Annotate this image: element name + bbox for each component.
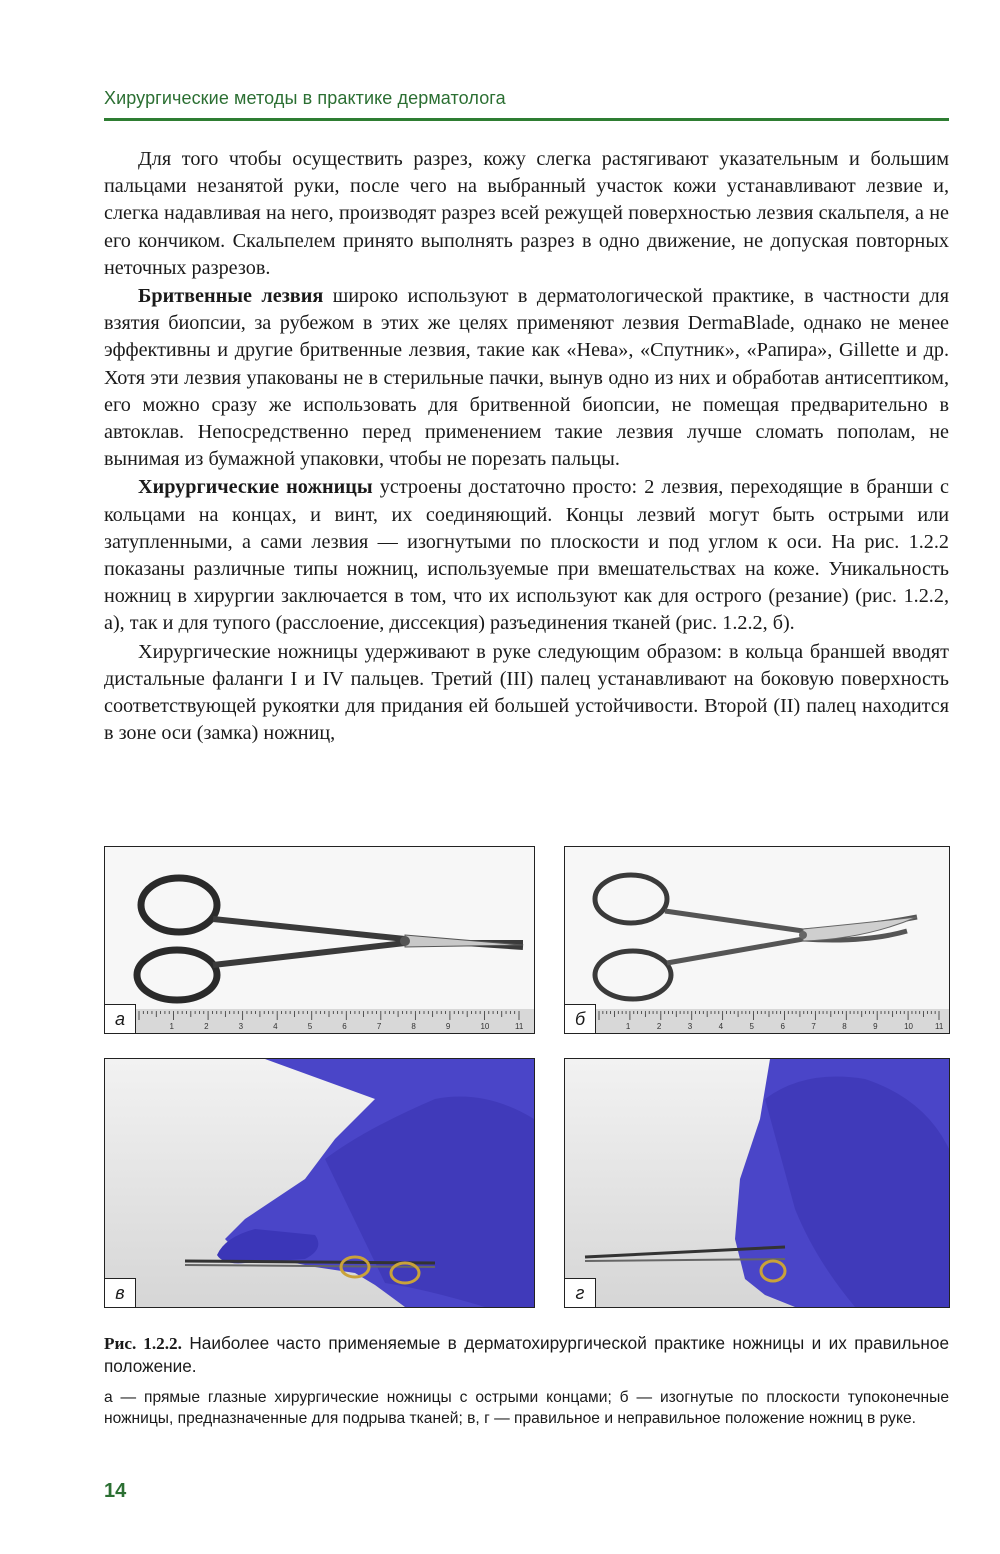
panel-d-incorrect-grip — [564, 1058, 950, 1308]
ruler-number: 6 — [342, 1022, 347, 1031]
ruler-number: 6 — [780, 1022, 785, 1031]
ruler-number: 7 — [811, 1022, 816, 1031]
ruler-number: 1 — [625, 1022, 631, 1031]
paragraph-3-text: устроены достаточно просто: 2 лезвия, переходящие в бранши с кольцами на концах, и винт, их соединяющий. Концы лезвий могут быть острыми или затупленными, а сами лезвия — изогнутыми по плоскости и под углом к оси. На рис. 1.2.2 показаны различные типы ножниц, используемые при вмешательствах на коже. Уникальность ножниц в хирургии заключается в том, что их используют как для острого (резание) (рис. 1.2.2, а), так и для тупого (расслоение, диссекция) разъединения тканей (рис. 1.2.2, б). — [104, 476, 949, 635]
ruler-number: 1 — [169, 1022, 174, 1031]
figure-1-2-2 — [104, 846, 949, 1308]
panel-label-d: г — [565, 1278, 596, 1307]
ruler-number: 8 — [411, 1022, 416, 1031]
figure-caption — [104, 1332, 949, 1429]
panel-c-correct-grip — [104, 1058, 535, 1308]
paragraph-1-text: Для того чтобы осуществить разрез, кожу слегка растягивают указательным и большим пальцами незанятой руки, после чего на выбранный участок кожи устанавливают лезвие и, слегка надавливая на него, производят разрез всей режущей поверхностью лезвия скальпеля, а не его кончиком. Скальпелем принято выполнять разрез в одно движение, не допуская повторных неточных разрезов. — [104, 148, 949, 279]
paragraph-2 — [104, 283, 949, 473]
page-number: 14 — [104, 1480, 127, 1502]
caption-figure-number: Рис. 1.2.2. — [104, 1334, 182, 1353]
ruler-number: 3 — [238, 1022, 244, 1031]
paragraph-4-text: Хирургические ножницы удерживают в руке следующим образом: в кольца браншей вводят дистальные фаланги I и IV пальцев. Третий (III) палец устанавливают на боковую поверхность соответствующей рукоятки для придания ей большей устойчивости. Второй (II) палец находится в зоне оси (замка) ножниц, — [104, 640, 949, 745]
ruler-number: 3 — [687, 1022, 693, 1031]
paragraph-3 — [104, 474, 949, 637]
ruler-number: 2 — [204, 1022, 209, 1031]
straight-scissors-image — [105, 847, 534, 1033]
paragraph-4 — [104, 639, 949, 748]
panel-b-curved-scissors — [564, 846, 950, 1034]
ruler-number: 10 — [480, 1022, 490, 1031]
panel-label-c: в — [105, 1278, 136, 1307]
paragraph-1 — [104, 146, 949, 282]
caption-title — [104, 1332, 949, 1377]
incorrect-grip-image — [565, 1059, 949, 1307]
panel-label-b: б — [565, 1004, 596, 1033]
panel-label-a: а — [105, 1004, 136, 1033]
ruler-number: 5 — [749, 1022, 754, 1031]
paragraph-2-text: широко используют в дерматологической практике, в частности для взятия биопсии, за рубежом в этих же целях применяют лезвия DermaBlade, однако не менее эффективны и другие бритвенные лезвия, такие как «Нева», «Спутник», «Рапира», Gillette и др. Хотя эти лезвия упакованы не в стерильные пачки, вынув одно из них и обработав антисептиком, его можно сразу же использовать для бритвенной биопсии, не помещая предварительно в автоклав. Непосредственно перед применением такие лезвия лучше сломать пополам, не вынимая из бумажной упаковки, чтобы не порезать пальцы. — [104, 285, 950, 471]
ruler-number: 4 — [273, 1022, 278, 1031]
correct-grip-image — [105, 1059, 534, 1307]
caption-legend: а — прямые глазные хирургические ножницы с острыми концами; б — изогнутые по плоскости тупоконечные ножницы, предназначенные для подрыва тканей; в, г — правильное и неправильное положение ножниц в руке. — [104, 1389, 949, 1427]
panel-a-straight-scissors — [104, 846, 535, 1034]
curved-scissors-image — [565, 847, 949, 1033]
ruler-number: 5 — [307, 1022, 313, 1031]
paragraph-2-bold: Бритвенные лезвия — [138, 285, 324, 308]
ruler-number: 9 — [445, 1022, 451, 1031]
ruler-number: 4 — [718, 1022, 724, 1031]
ruler-number: 9 — [873, 1022, 878, 1031]
running-title: Хирургические методы в практике дерматолога — [104, 88, 506, 108]
paragraph-3-bold: Хирургические ножницы — [138, 476, 373, 499]
ruler-number: 2 — [656, 1022, 662, 1031]
ruler-number: 11 — [935, 1022, 944, 1031]
body-text — [104, 146, 949, 747]
caption-title-text: Наиболее часто применяемые в дерматохирургической практике ножницы и их правильное положение. — [104, 1333, 950, 1376]
ruler-number: 10 — [904, 1022, 913, 1031]
ruler-number: 11 — [515, 1022, 524, 1031]
header-rule — [104, 118, 949, 121]
ruler-number: 7 — [376, 1022, 382, 1031]
ruler-number: 8 — [842, 1022, 847, 1031]
